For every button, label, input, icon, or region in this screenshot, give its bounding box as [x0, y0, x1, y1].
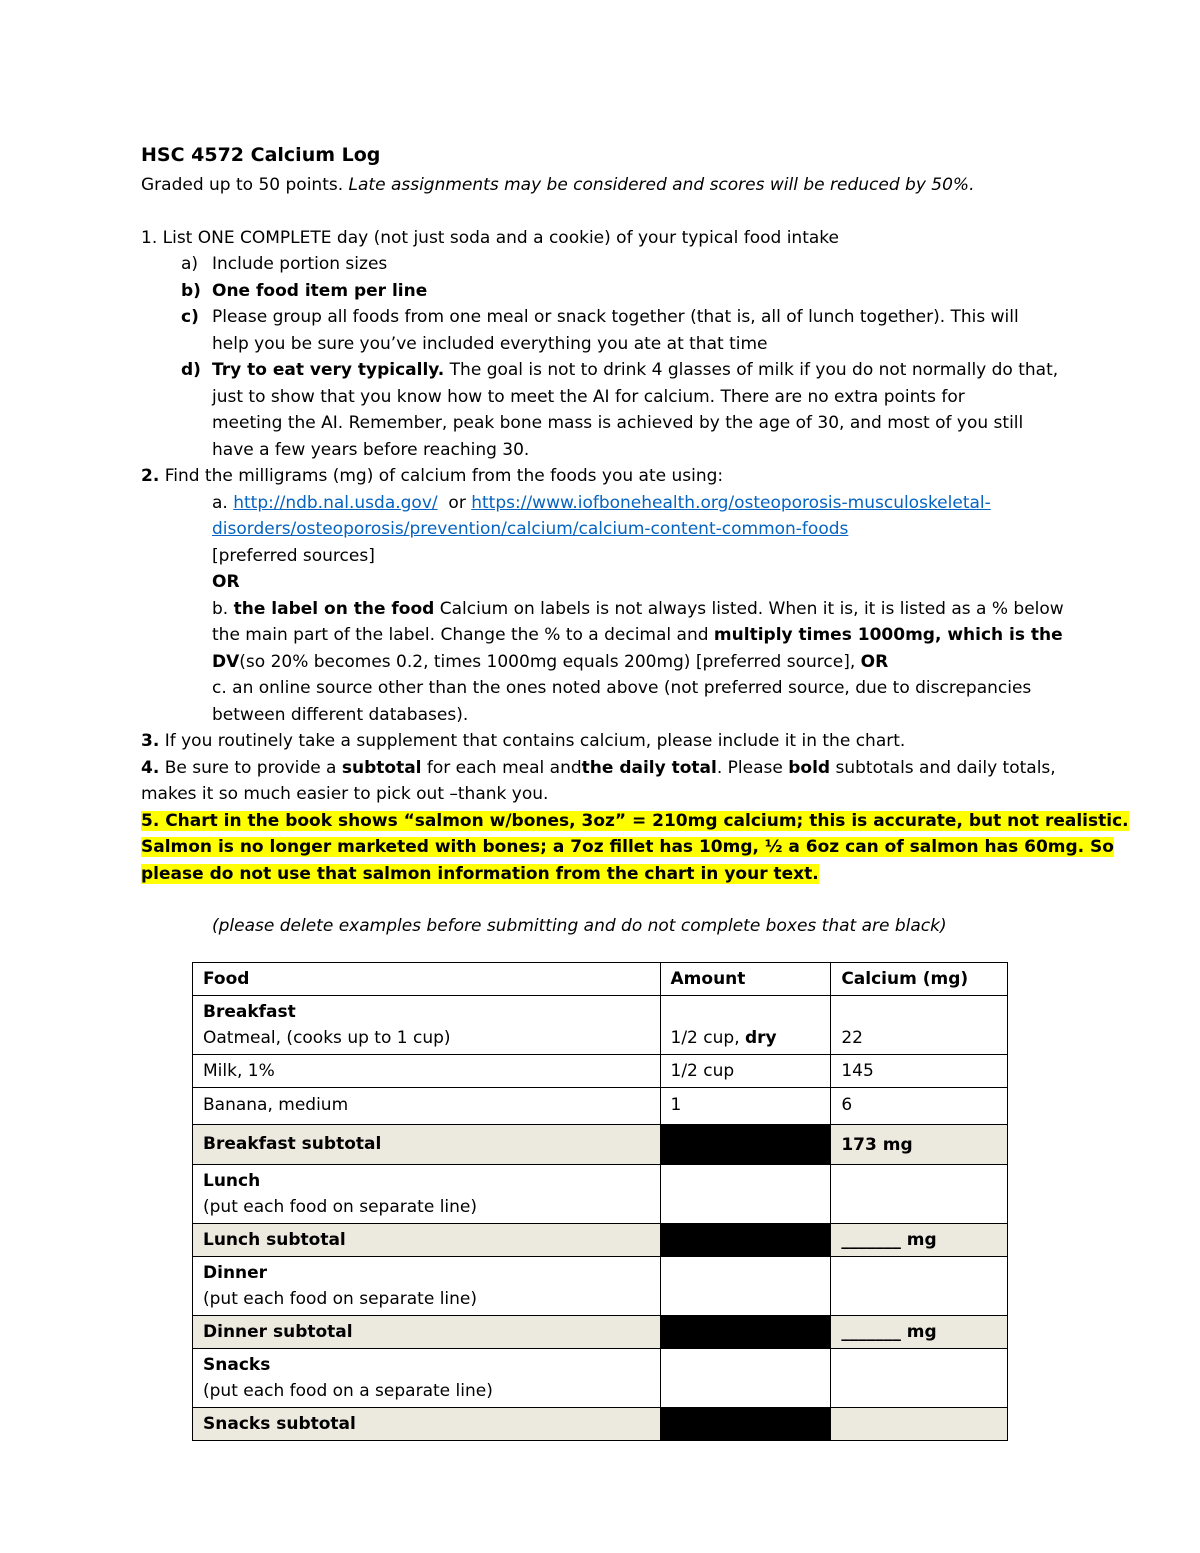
grading-line — [141, 172, 1071, 199]
or-word: OR — [212, 572, 240, 592]
item-1d-cont-1: just to show that you know how to meet the AI for calcium. There are no extra points for — [212, 386, 965, 407]
snacks-note: (put each food on a separate line) — [203, 1381, 493, 1401]
item-1c-text: Please group all foods from one meal or snack together (that is, all of lunch together). This will — [212, 307, 1019, 327]
breakfast-subtotal-label: Breakfast subtotal — [193, 1125, 661, 1165]
graded-text: Graded up to 50 points. — [141, 175, 344, 195]
snacks-amount-cell[interactable] — [660, 1349, 831, 1408]
dinner-subtotal-value: _______ mg — [831, 1316, 1008, 1349]
dinner-subtotal-label: Dinner subtotal — [193, 1316, 661, 1349]
item-1d-cont-2: meeting the AI. Remember, peak bone mass is achieved by the age of 30, and most of you still — [212, 413, 1024, 433]
late-policy-text: Late assignments may be considered and scores will be reduced by 50%. — [348, 175, 975, 195]
item-4-text-c: . Please — [716, 757, 789, 778]
oatmeal-calcium: 22 — [831, 996, 1008, 1055]
item-2b-prefix: b. — [212, 598, 234, 619]
item-1c-cont: help you be sure you’ve included everything you ate at that time — [212, 333, 768, 354]
or-word-2: OR — [860, 651, 889, 672]
table-row-lunch — [193, 1165, 1008, 1224]
or-text: or — [437, 492, 472, 513]
item-5-line-2 — [141, 834, 1114, 861]
item-2b-example: (so 20% becomes 0.2, times 1000mg equals 200mg) [preferred source], — [239, 651, 861, 672]
snacks-cell — [193, 1349, 661, 1408]
item-5-line-3 — [141, 861, 1071, 888]
document-body — [141, 138, 1129, 940]
item-2-number: 2. — [141, 466, 160, 486]
lunch-subtotal-label: Lunch subtotal — [193, 1224, 661, 1257]
table-row-banana — [193, 1088, 1008, 1125]
dinner-calcium-cell[interactable] — [831, 1257, 1008, 1316]
iof-link[interactable]: https://www.iofbonehealth.org/osteoporosis-musculoskeletal- — [471, 492, 991, 513]
lunch-calcium-cell[interactable] — [831, 1165, 1008, 1224]
item-1d-bold: Try to eat very typically. — [212, 360, 445, 380]
delete-examples-note: (please delete examples before submitting and do not complete boxes that are black) — [212, 916, 947, 936]
iof-link-cont[interactable]: disorders/osteoporosis/prevention/calcium/calcium-content-common-foods — [212, 519, 849, 539]
item-5-line-1 — [141, 808, 1129, 835]
blacked-out-cell — [660, 1316, 831, 1349]
item-2 — [141, 463, 1071, 490]
breakfast-subtotal-value: 173 mg — [831, 1125, 1008, 1165]
table-row-oatmeal — [193, 996, 1008, 1055]
item-2b — [141, 596, 1071, 623]
item-4-number: 4. — [141, 757, 160, 778]
lunch-subtotal-value: _______ mg — [831, 1224, 1008, 1257]
item-1b-text: One food item per line — [212, 280, 428, 301]
item-1: 1. List ONE COMPLETE day (not just soda and a cookie) of your typical food intake — [141, 227, 839, 248]
lunch-amount-cell[interactable] — [660, 1165, 831, 1224]
item-2b-bold: the label on the food — [233, 598, 435, 619]
snacks-subtotal-value[interactable] — [831, 1408, 1008, 1441]
item-5-highlight-3: please do not use that salmon information from the chart in your text. — [141, 863, 819, 884]
lunch-cell — [193, 1165, 661, 1224]
oatmeal-amount: 1/2 cup, — [670, 1028, 745, 1048]
table-row-milk — [193, 1055, 1008, 1088]
blacked-out-cell — [660, 1408, 831, 1441]
table-row-snacks-subtotal — [193, 1408, 1008, 1441]
item-1c — [141, 304, 1071, 331]
header-food: Food — [193, 963, 661, 996]
calcium-log-table — [192, 962, 1008, 1441]
item-4-subtotal: subtotal — [341, 757, 422, 778]
item-1a — [141, 251, 1071, 278]
item-2a-prefix: a. — [212, 492, 234, 513]
banana-calcium: 6 — [831, 1088, 1008, 1125]
item-4-cont: makes it so much easier to pick out –thank you. — [141, 784, 549, 804]
usda-link[interactable]: http://ndb.nal.usda.gov/ — [233, 492, 438, 513]
item-4 — [141, 755, 1071, 782]
oatmeal-amount-dry: dry — [745, 1028, 777, 1048]
table-row-breakfast-subtotal — [193, 1125, 1008, 1165]
item-1d-text: The goal is not to drink 4 glasses of milk if you do not normally do that, — [444, 360, 1059, 380]
item-4-daily-total: the daily total — [581, 757, 717, 778]
preferred-sources: [preferred sources] — [212, 545, 375, 566]
lunch-heading: Lunch — [203, 1171, 261, 1191]
item-2b-text: Calcium on labels is not always listed. When it is, it is listed as a % below — [434, 598, 1064, 619]
snacks-subtotal-label: Snacks subtotal — [193, 1408, 661, 1441]
item-2b-cont-bold: multiply times 1000mg, which is the — [713, 625, 1063, 645]
table-row-dinner-subtotal — [193, 1316, 1008, 1349]
item-1a-text: Include portion sizes — [212, 254, 388, 274]
item-3-number: 3. — [141, 731, 160, 751]
dinner-note: (put each food on separate line) — [203, 1289, 478, 1309]
oatmeal-food: Oatmeal, (cooks up to 1 cup) — [203, 1028, 451, 1048]
item-2a-cont — [141, 516, 1071, 543]
item-1d — [141, 357, 1071, 384]
item-1d-cont-3: have a few years before reaching 30. — [212, 439, 530, 460]
header-calcium: Calcium (mg) — [831, 963, 1008, 996]
item-3 — [141, 728, 1071, 755]
oatmeal-amount-cell — [660, 996, 831, 1055]
banana-amount: 1 — [660, 1088, 831, 1125]
item-1c-label: c) — [181, 307, 199, 327]
item-2c-cont: between different databases). — [212, 704, 469, 725]
item-4-bold: bold — [788, 757, 831, 778]
item-1b — [141, 278, 1071, 305]
milk-food: Milk, 1% — [193, 1055, 661, 1088]
item-1b-label: b) — [181, 280, 201, 301]
item-4-text-d: subtotals and daily totals, — [830, 757, 1056, 778]
dinner-heading: Dinner — [203, 1263, 268, 1283]
item-2b-cont-text: the main part of the label. Change the % to a decimal and — [212, 625, 714, 645]
item-4-text-b: for each meal and — [421, 757, 582, 778]
item-5-highlight-2: Salmon is no longer marketed with bones; a 7oz fillet has 10mg, ½ a 6oz can of salmon has 60mg. So — [141, 837, 1114, 857]
item-1d-label: d) — [181, 360, 201, 380]
lunch-note: (put each food on separate line) — [203, 1197, 478, 1217]
item-2b-cont-1 — [141, 622, 1071, 649]
dinner-cell — [193, 1257, 661, 1316]
item-2a — [141, 490, 1071, 517]
table-header-row — [193, 963, 1008, 996]
item-4-text-a: Be sure to provide a — [159, 757, 342, 778]
table-row-snacks — [193, 1349, 1008, 1408]
blacked-out-cell — [660, 1125, 831, 1165]
snacks-calcium-cell[interactable] — [831, 1349, 1008, 1408]
dv-text: DV — [212, 651, 240, 672]
milk-amount: 1/2 cup — [660, 1055, 831, 1088]
table-row-dinner — [193, 1257, 1008, 1316]
milk-calcium: 145 — [831, 1055, 1008, 1088]
item-2c: c. an online source other than the ones noted above (not preferred source, due to discrepancies — [212, 678, 1032, 698]
header-amount: Amount — [660, 963, 831, 996]
item-2-text: Find the milligrams (mg) of calcium from the foods you ate using: — [159, 466, 724, 486]
item-1a-label: a) — [181, 254, 199, 274]
item-3-text: If you routinely take a supplement that contains calcium, please include it in the chart. — [159, 731, 906, 751]
item-2b-cont-2 — [141, 649, 1071, 676]
breakfast-heading: Breakfast — [203, 1002, 296, 1022]
table-row-lunch-subtotal — [193, 1224, 1008, 1257]
item-5-highlight-1: 5. Chart in the book shows “salmon w/bones, 3oz” = 210mg calcium; this is accurate, but not realistic. — [141, 810, 1129, 831]
blacked-out-cell — [660, 1224, 831, 1257]
dinner-amount-cell[interactable] — [660, 1257, 831, 1316]
snacks-heading: Snacks — [203, 1355, 271, 1375]
banana-food: Banana, medium — [193, 1088, 661, 1125]
page-title: HSC 4572 Calcium Log — [141, 144, 381, 166]
cell-breakfast-oatmeal — [193, 996, 661, 1055]
